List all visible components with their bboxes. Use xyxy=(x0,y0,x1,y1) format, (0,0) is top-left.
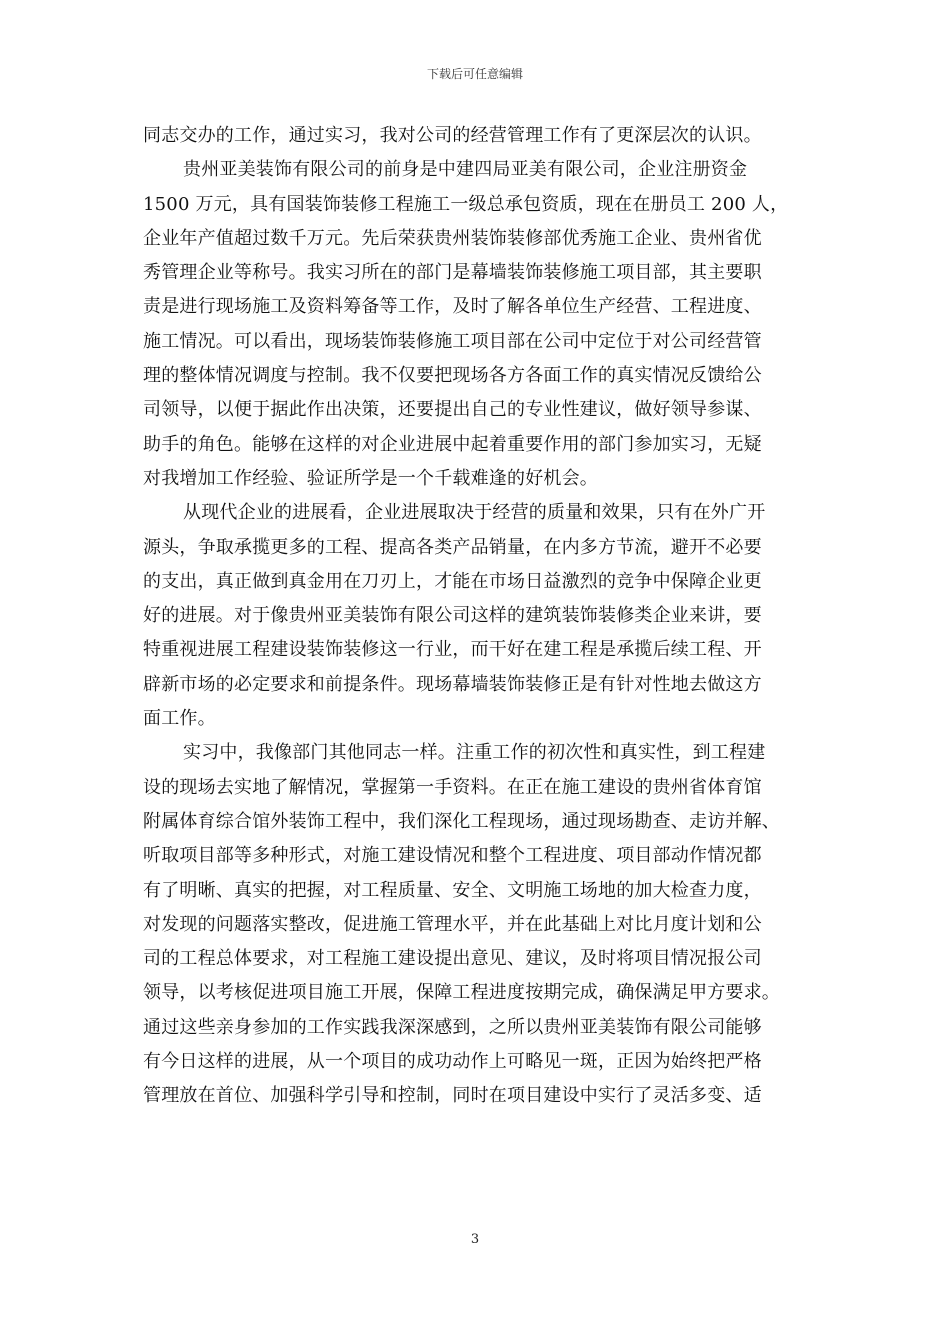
text-line: 从现代企业的进展看，企业进展取决于经营的质量和效果，只有在外广开 xyxy=(183,502,766,524)
text-line: 管理放在首位、加强科学引导和控制，同时在项目建设中实行了灵活多变、适 xyxy=(143,1085,762,1107)
text-line: 施工情况。可以看出，现场装饰装修施工项目部在公司中定位于对公司经营管 xyxy=(143,330,762,352)
text-line: 有今日这样的进展，从一个项目的成功动作上可略见一斑，正因为始终把严格 xyxy=(143,1051,762,1073)
text-line: 企业年产值超过数千万元。先后荣获贵州装饰装修部优秀施工企业、贵州省优 xyxy=(143,227,762,249)
page-header: 下载后可任意编辑 xyxy=(426,67,523,81)
page-number: 3 xyxy=(470,1232,480,1247)
text-line: 特重视进展工程建设装饰装修这一行业，而干好在建工程是承揽后续工程、开 xyxy=(143,639,762,661)
text-line: 责是进行现场施工及资料筹备等工作，及时了解各单位生产经营、工程进度、 xyxy=(143,296,762,318)
text-line: 附属体育综合馆外装饰工程中，我们深化工程现场，通过现场勘查、走访并解、 xyxy=(143,810,780,832)
text-line: 贵州亚美装饰有限公司的前身是中建四局亚美有限公司，企业注册资金 xyxy=(183,159,748,181)
text-line: 源头，争取承揽更多的工程、提高各类产品销量，在内多方节流，避开不必要 xyxy=(143,536,762,558)
text-line: 司的工程总体要求，对工程施工建设提出意见、建议，及时将项目情况报公司 xyxy=(143,948,762,970)
text-line: 好的进展。对于像贵州亚美装饰有限公司这样的建筑装饰装修类企业来讲，要 xyxy=(143,605,762,627)
text-line: 助手的角色。能够在这样的对企业进展中起着重要作用的部门参加实习，无疑 xyxy=(143,433,762,455)
text-line: 同志交办的工作，通过实习，我对公司的经营管理工作有了更深层次的认识。 xyxy=(143,125,762,146)
text-line: 对我增加工作经验、验证所学是一个千载难逢的好机会。 xyxy=(143,467,598,489)
document-body xyxy=(143,119,811,1114)
text-line: 秀管理企业等称号。我实习所在的部门是幕墙装饰装修施工项目部，其主要职 xyxy=(143,262,762,284)
text-line: 对发现的问题落实整改，促进施工管理水平，并在此基础上对比月度计划和公 xyxy=(143,913,762,935)
text-line: 面工作。 xyxy=(143,708,216,730)
text-line: 的支出，真正做到真金用在刀刃上，才能在市场日益激烈的竞争中保障企业更 xyxy=(143,570,762,592)
text-line: 设的现场去实地了解情况，掌握第一手资料。在正在施工建设的贵州省体育馆 xyxy=(143,776,762,798)
text-line: 辟新市场的必定要求和前提条件。现场幕墙装饰装修正是有针对性地去做这方 xyxy=(143,673,762,695)
text-line: 理的整体情况调度与控制。我不仅要把现场各方各面工作的真实情况反馈给公 xyxy=(143,365,762,387)
text-line: 1500 万元，具有国装饰装修工程施工一级总承包资质，现在在册员工 200 人， xyxy=(143,193,789,215)
text-line: 有了明晰、真实的把握，对工程质量、安全、文明施工场地的加大检查力度， xyxy=(143,879,762,901)
text-line: 实习中，我像部门其他同志一样。注重工作的初次性和真实性，到工程建 xyxy=(183,742,766,764)
text-line: 司领导，以便于据此作出决策，还要提出自己的专业性建议，做好领导参谋、 xyxy=(143,399,762,421)
text-line: 领导，以考核促进项目施工开展，保障工程进度按期完成，确保满足甲方要求。 xyxy=(143,982,780,1004)
text-line: 听取项目部等多种形式，对施工建设情况和整个工程进度、项目部动作情况都 xyxy=(143,845,762,867)
text-line: 通过这些亲身参加的工作实践我深深感到，之所以贵州亚美装饰有限公司能够 xyxy=(143,1016,762,1038)
